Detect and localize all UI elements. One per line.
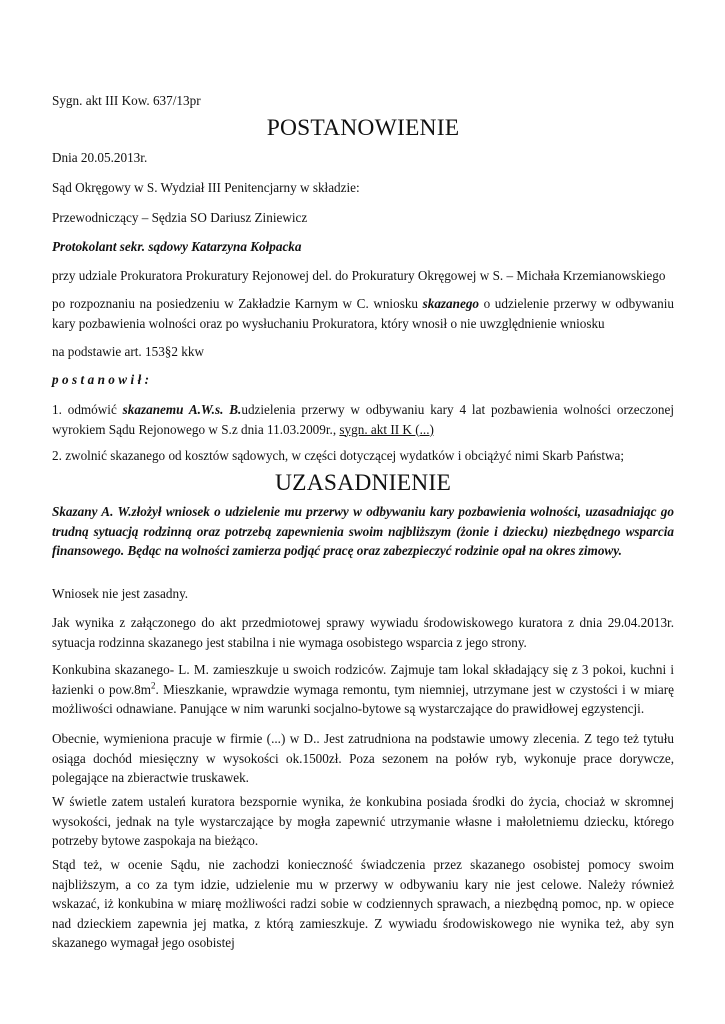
considering-text-2: o udzielenie przerwy w odbywaniu kary pozbawienia wolności oraz po wysłuchaniu Prokuratora, który wnosił o nie uwzględnienie wniosku	[52, 296, 674, 331]
ruling-2: 2. zwolnić skazanego od kosztów sądowych, w części dotyczącej wydatków i obciążyć nimi Skarb Państwa;	[52, 448, 625, 463]
ruling-1-case-reference: sygn. akt II K (...)	[339, 421, 434, 437]
justification-p4: Obecnie, wymieniona pracuje w firmie (...) w D.. Jest zatrudniona na podstawie umowy zlecenia. Z tego też tytułu osiąga dochód miesięczny w wysokości ok.1500zł. Poza sezonem na połów ryb, wykonuje prace dorywcze, polegające na zbieractwie truskawek.	[52, 731, 674, 785]
justification-p3-b: . Mieszkanie, wprawdzie wymaga remontu, tym niemniej, utrzymane jest w czystości i w miarę możliwości odnawiane. Panujące w nim warunki socjalno-bytowe są wystarczające do prawidłowej egzystencji.	[52, 681, 674, 716]
prosecutor-line: przy udziale Prokuratora Prokuratury Rejonowej del. do Prokuratury Okręgowej w S. – Michała Krzemianowskiego	[52, 268, 666, 283]
justification-title: UZASADNIENIE	[274, 470, 451, 496]
decided-heading: postanowił:	[52, 372, 153, 387]
court-clerk: Protokolant sekr. sądowy Katarzyna Kołpacka	[52, 239, 302, 254]
justification-intro: Skazany A. W.złożył wniosek o udzielenie mu przerwy w odbywaniu kary pozbawienia wolności, uzasadniając go trudną sytuacją rodzinną oraz potrzebą zapewnienia swoim najbliższym (żonie i dziecku) niezbędnego wsparcia finansowego. Będąc na wolności zamierza podjąć pracę oraz zabezpieczyć rodzinie opał na okres zimowy.	[52, 504, 674, 558]
justification-p3-sup: 2	[151, 680, 156, 691]
document-title: POSTANOWIENIE	[266, 115, 460, 141]
considering-paragraph	[52, 294, 674, 333]
justification-p5: W świetle zatem ustaleń kuratora bezspornie wynika, że konkubina posiada środki do życia, chociaż w skromnej wysokości, jednak na tyle wystarczające by mogła zapewnić utrzymanie własne i małoletniemu dziecku, którego potrzeby bytowe zaspokaja na bieżąco.	[52, 794, 674, 848]
considering-bold: skazanego	[422, 296, 480, 311]
legal-basis: na podstawie art. 153§2 kkw	[52, 344, 204, 359]
ruling-1-convict: skazanemu A.W.s. B.	[122, 402, 242, 417]
court-composition: Sąd Okręgowy w S. Wydział III Penitencjarny w składzie:	[52, 180, 360, 195]
ruling-1-text: udzielenia przerwy w odbywaniu kary 4 lat pozbawienia wolności orzeczonej wyrokiem Sądu Rejonowego w S.z dnia 11.03.2009r.,	[52, 402, 674, 437]
presiding-judge: Przewodniczący – Sędzia SO Dariusz Ziniewicz	[52, 210, 308, 225]
justification-p3-a: Konkubina skazanego- L. M. zamieszkuje u swoich rodziców. Zajmuje tam lokal składający się z 3 pokoi, kuchni i łazienki o pow.8m	[52, 662, 674, 697]
considering-text-1: po rozpoznaniu na posiedzeniu w Zakładzie Karnym w C. wniosku	[52, 296, 423, 311]
decision-date: Dnia 20.05.2013r.	[52, 150, 148, 165]
ruling-1-prefix: 1. odmówić	[52, 402, 123, 417]
justification-p1: Wniosek nie jest zasadny.	[52, 586, 189, 601]
justification-p6: Stąd też, w ocenie Sądu, nie zachodzi konieczność świadczenia przez skazanego osobistej pomocy swoim najbliższym, a co za tym idzie, udzielenie mu w przerwy w odbywaniu kary nie jest celowe. Należy również wskazać, iż konkubina w miarę możliwości radzi sobie w codziennych sprawach, a niezbędną pomoc, np. w opiece nad dzieckiem zapewnia jej matka, z którą zamieszkuje. Z wywiadu środowiskowego nie wynika też, aby syn skazanego wymagał jego osobistej	[52, 857, 674, 950]
justification-p3	[52, 660, 674, 719]
case-signature: Sygn. akt III Kow. 637/13pr	[52, 93, 201, 108]
ruling-1	[52, 400, 674, 439]
justification-p2: Jak wynika z załączonego do akt przedmiotowej sprawy wywiadu środowiskowego kuratora z dnia 29.04.2013r. sytuacja rodzinna skazanego jest stabilna i nie wymaga osobistego wsparcia z jego strony.	[52, 615, 674, 650]
